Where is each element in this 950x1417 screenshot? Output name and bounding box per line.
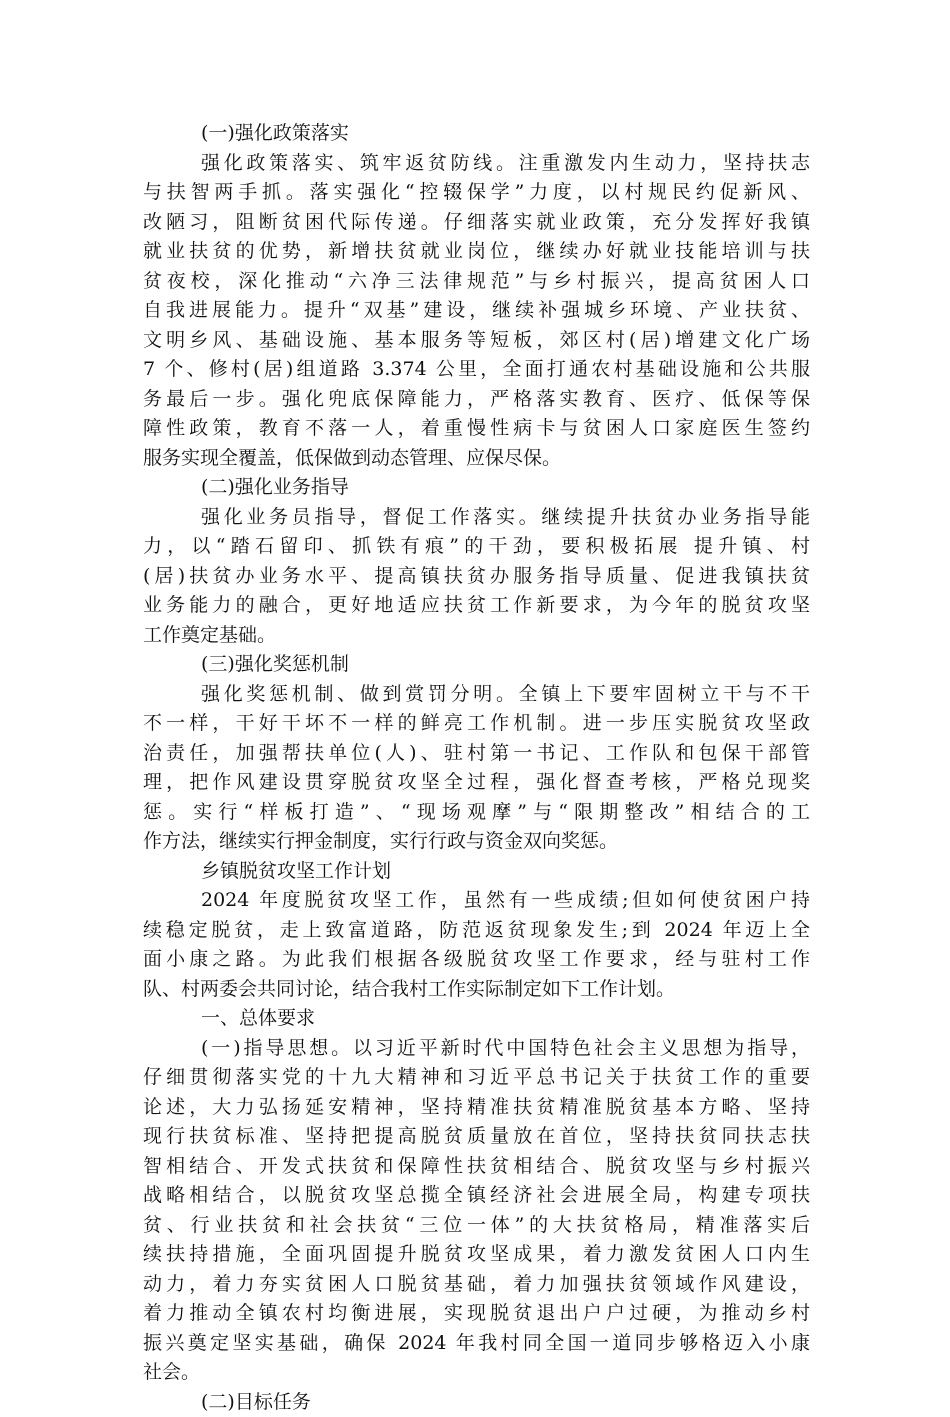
text-line: 改陋习，阻断贫困代际传递。仔细落实就业政策，充分发挥好我镇 (143, 208, 810, 238)
text-line: 乡镇脱贫攻坚工作计划 (143, 857, 810, 887)
text-line: (一)强化政策落实 (143, 119, 810, 149)
text-line: 业务能力的融合，更好地适应扶贫工作新要求，为今年的脱贫攻坚 (143, 591, 810, 621)
text-line: (居)扶贫办业务水平、提高镇扶贫办服务指导质量、促进我镇扶贫 (143, 562, 810, 592)
text-line: 力，以“踏石留印、抓铁有痕”的干劲，要积极拓展 提升镇、村 (143, 532, 810, 562)
text-line: 续稳定脱贫，走上致富道路，防范返贫现象发生;到 2024 年迈上全 (143, 916, 810, 946)
text-line: (一)指导思想。以习近平新时代中国特色社会主义思想为指导， (143, 1034, 810, 1064)
text-line: 务最后一步。强化兜底保障能力，严格落实教育、医疗、低保等保 (143, 385, 810, 415)
text-line: 强化业务员指导，督促工作落实。继续提升扶贫办业务指导能 (143, 503, 810, 533)
text-line: 强化奖惩机制、做到赏罚分明。全镇上下要牢固树立干与不干 (143, 680, 810, 710)
text-line: 不一样，干好干坏不一样的鲜亮工作机制。进一步压实脱贫攻坚政 (143, 709, 810, 739)
text-line: 论述，大力弘扬延安精神，坚持精准扶贫精准脱贫基本方略、坚持 (143, 1093, 810, 1123)
text-line: 动力，着力夯实贫困人口脱贫基础，着力加强扶贫领域作风建设， (143, 1270, 810, 1300)
text-line: 队、村两委会共同讨论，结合我村工作实际制定如下工作计划。 (143, 975, 810, 1005)
text-line: 理，把作风建设贯穿脱贫攻坚全过程，强化督查考核，严格兑现奖 (143, 768, 810, 798)
text-line: 服务实现全覆盖，低保做到动态管理、应保尽保。 (143, 444, 810, 474)
text-line: 2024 年度脱贫攻坚工作，虽然有一些成绩;但如何使贫困户持 (143, 886, 810, 916)
text-line: 作方法，继续实行押金制度，实行行政与资金双向奖惩。 (143, 827, 810, 857)
text-line: 就业扶贫的优势，新增扶贫就业岗位，继续办好就业技能培训与扶 (143, 237, 810, 267)
text-line: 贫、行业扶贫和社会扶贫“三位一体”的大扶贫格局，精准落实后 (143, 1211, 810, 1241)
text-line: 振兴奠定坚实基础，确保 2024 年我村同全国一道同步够格迈入小康 (143, 1329, 810, 1359)
text-line: 工作奠定基础。 (143, 621, 810, 651)
text-line: 面小康之路。为此我们根据各级脱贫攻坚工作要求，经与驻村工作 (143, 945, 810, 975)
text-line: 自我进展能力。提升“双基”建设，继续补强城乡环境、产业扶贫、 (143, 296, 810, 326)
text-line: 惩。实行“样板打造”、“现场观摩”与“限期整改”相结合的工 (143, 798, 810, 828)
text-line: 文明乡风、基础设施、基本服务等短板，郊区村(居)增建文化广场 (143, 326, 810, 356)
text-line: 现行扶贫标准、坚持把提高脱贫质量放在首位，坚持扶贫同扶志扶 (143, 1122, 810, 1152)
text-line: (二)强化业务指导 (143, 473, 810, 503)
document-page (143, 119, 810, 1417)
text-line: 仔细贯彻落实党的十九大精神和习近平总书记关于扶贫工作的重要 (143, 1063, 810, 1093)
text-line: 强化政策落实、筑牢返贫防线。注重激发内生动力，坚持扶志 (143, 149, 810, 179)
text-line: (三)强化奖惩机制 (143, 650, 810, 680)
text-line: 与扶智两手抓。落实强化“控辍保学”力度，以村规民约促新风、 (143, 178, 810, 208)
text-line: 一、总体要求 (143, 1004, 810, 1034)
text-line: 着力推动全镇农村均衡进展，实现脱贫退出户户过硬，为推动乡村 (143, 1299, 810, 1329)
text-line: 续扶持措施，全面巩固提升脱贫攻坚成果，着力激发贫困人口内生 (143, 1240, 810, 1270)
text-line: 战略相结合，以脱贫攻坚总揽全镇经济社会进展全局，构建专项扶 (143, 1181, 810, 1211)
text-line: 7 个、修村(居)组道路 3.374 公里，全面打通农村基础设施和公共服 (143, 355, 810, 385)
text-line: 障性政策，教育不落一人，着重慢性病卡与贫困人口家庭医生签约 (143, 414, 810, 444)
text-line: 社会。 (143, 1358, 810, 1388)
text-line: 贫夜校，深化推动“六净三法律规范”与乡村振兴，提高贫困人口 (143, 267, 810, 297)
text-line: 治责任，加强帮扶单位(人)、驻村第一书记、工作队和包保干部管 (143, 739, 810, 769)
text-line: 智相结合、开发式扶贫和保障性扶贫相结合、脱贫攻坚与乡村振兴 (143, 1152, 810, 1182)
text-line: (二)目标任务 (143, 1388, 810, 1417)
